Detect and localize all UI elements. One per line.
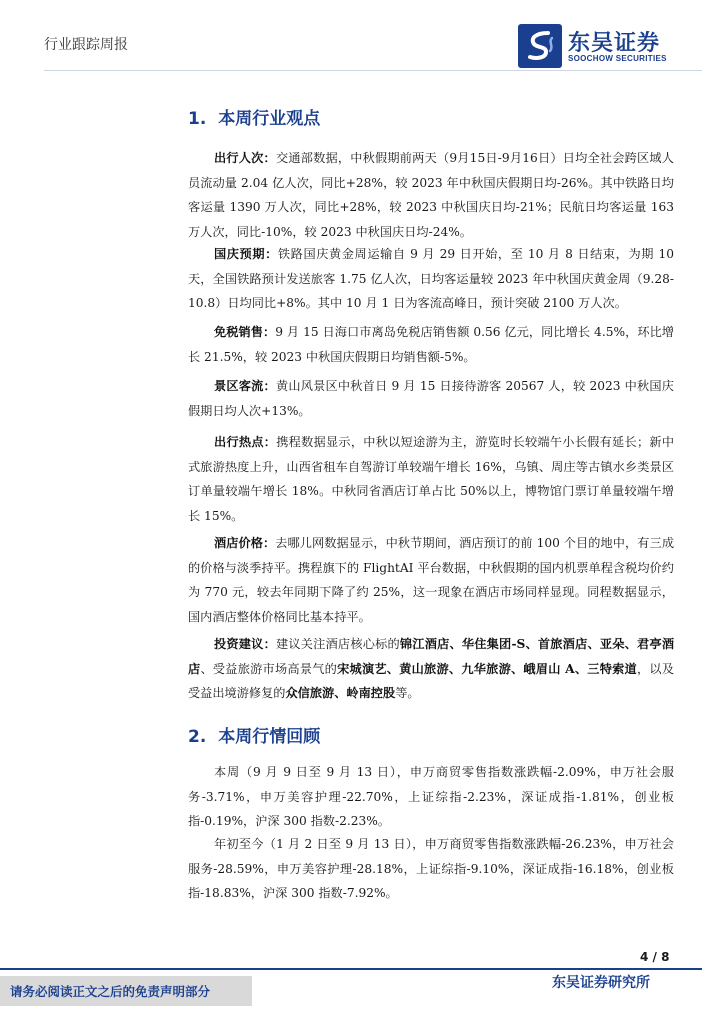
paragraph-national-day-outlook bbox=[188, 242, 674, 316]
paragraph-travel-hotspots bbox=[188, 430, 674, 528]
paragraph-text: 携程数据显示，中秋以短途游为主，游览时长较端午小长假有延长；新中式旅游热度上升，山西省租车自驾游订单较端午增长 16%，乌镇、周庄等古镇水乡类景区订单量较端午增长 18%。中秋同省酒店订单占比 50%以上，博物馆门票订单量较端午增长 15%。 bbox=[188, 435, 675, 523]
invest-text: 、受益旅游市场高景气的 bbox=[200, 661, 338, 676]
paragraph-scenic-traffic bbox=[188, 374, 674, 423]
soochow-logo-icon bbox=[518, 24, 562, 68]
logo-text-en: SOOCHOW SECURITIES bbox=[568, 54, 667, 63]
section-2-number: 2. bbox=[188, 727, 207, 747]
invest-text: 建议关注酒店核心标的 bbox=[275, 637, 400, 651]
section-2-heading bbox=[188, 722, 320, 747]
footer-divider bbox=[0, 968, 702, 970]
paragraph-ytd-market: 年初至今（1 月 2 日至 9 月 13 日），申万商贸零售指数涨跌幅-26.23%，申万社会服务-28.59%，申万美容护理-28.18%，上证综指-9.10%，深证成指-16.18%，创业板指-18.83%，沪深 300 指数-7.92%。 bbox=[188, 837, 674, 900]
invest-text: 等。 bbox=[395, 686, 420, 700]
invest-stocks-outbound: 众信旅游、岭南控股 bbox=[285, 686, 396, 700]
invest-stocks-hotels: 锦江酒店、华住集团-S、首旅酒店、亚朵、君亭酒店 bbox=[188, 637, 675, 676]
paragraph-label: 投资建议： bbox=[214, 637, 276, 651]
paragraph-label: 酒店价格： bbox=[214, 536, 276, 550]
paragraph-label: 国庆预期： bbox=[214, 247, 278, 261]
paragraph-label: 出行人次： bbox=[214, 151, 276, 165]
paragraph-text: 去哪儿网数据显示，中秋节期间，酒店预订的前 100 个目的地中，有三成的价格与淡季持平。携程旗下的 FlightAI 平台数据，中秋假期的国内机票单程含税均价约为 770 元，较去年同期下降了约 25%，这一现象在酒店市场同样显现。同程数据显示，国内酒店整体价格同比基本持平。 bbox=[188, 536, 675, 624]
paragraph-text: 铁路国庆黄金周运输自 9 月 29 日开始，至 10 月 8 日结束，为期 10 天，全国铁路预计发送旅客 1.75 亿人次，日均客运量较 2023 年中秋国庆黄金周（9.28-10.8）日均同比+8%。其中 10 月 1 日为客流高峰日，预计突破 2100 万人次。 bbox=[188, 247, 674, 310]
footer-brand: 东吴证券研究所 bbox=[552, 975, 650, 991]
section-2-title: 本周行情回顾 bbox=[218, 727, 321, 747]
paragraph-label: 出行热点： bbox=[214, 435, 277, 449]
section-1-heading bbox=[188, 104, 320, 129]
footer-disclaimer: 请务必阅读正文之后的免责声明部分 bbox=[10, 984, 211, 999]
invest-text: ，以及受益出境游修复的 bbox=[188, 661, 675, 700]
paragraph-text: 交通部数据，中秋假期前两天（9月15日-9月16日）日均全社会跨区域人员流动量 2.04 亿人次，同比+28%，较 2023 年中秋国庆假期日均-26%。其中铁路日均客运量 1390 万人次，同比+28%，较 2023 中秋国庆日均-21%；民航日均客运量 163 万人次，同比-10%，较 2023 中秋国庆日均-24%。 bbox=[188, 151, 674, 239]
section-1-number: 1. bbox=[188, 109, 207, 129]
paragraph-label: 免税销售： bbox=[214, 325, 276, 339]
header-divider bbox=[44, 70, 702, 71]
paragraph-text: 9 月 15 日海口市离岛免税店销售额 0.56 亿元，同比增长 4.5%，环比增长 21.5%，较 2023 中秋国庆假期日均销售额-5%。 bbox=[188, 325, 674, 364]
paragraph-text: 黄山风景区中秋首日 9 月 15 日接待游客 20567 人，较 2023 中秋国庆假期日均人次+13%。 bbox=[188, 379, 674, 418]
paragraph-investment-advice bbox=[188, 632, 674, 706]
footer-disclaimer-bar bbox=[0, 976, 252, 1006]
logo-text-cn: 东吴证券 bbox=[568, 31, 661, 56]
section-1-title: 本周行业观点 bbox=[218, 109, 321, 129]
invest-stocks-tourism: 宋城演艺、黄山旅游、九华旅游、峨眉山 A、三特索道 bbox=[337, 661, 637, 676]
paragraph-weekly-market: 本周（9 月 9 日至 9 月 13 日），申万商贸零售指数涨跌幅-2.09%，申万社会服务-3.71%，申万美容护理-22.70%，上证综指-2.23%，深证成指-1.81%，创业板指-0.19%，沪深 300 指数-2.23%。 bbox=[188, 765, 674, 828]
company-logo bbox=[518, 24, 698, 68]
report-type-label: 行业跟踪周报 bbox=[44, 37, 128, 53]
paragraph-label: 景区客流： bbox=[214, 379, 276, 393]
page-number: 4 / 8 bbox=[640, 950, 670, 964]
paragraph-duty-free-sales bbox=[188, 320, 674, 369]
paragraph-hotel-prices bbox=[188, 531, 674, 629]
paragraph-travel-volume bbox=[188, 146, 674, 244]
